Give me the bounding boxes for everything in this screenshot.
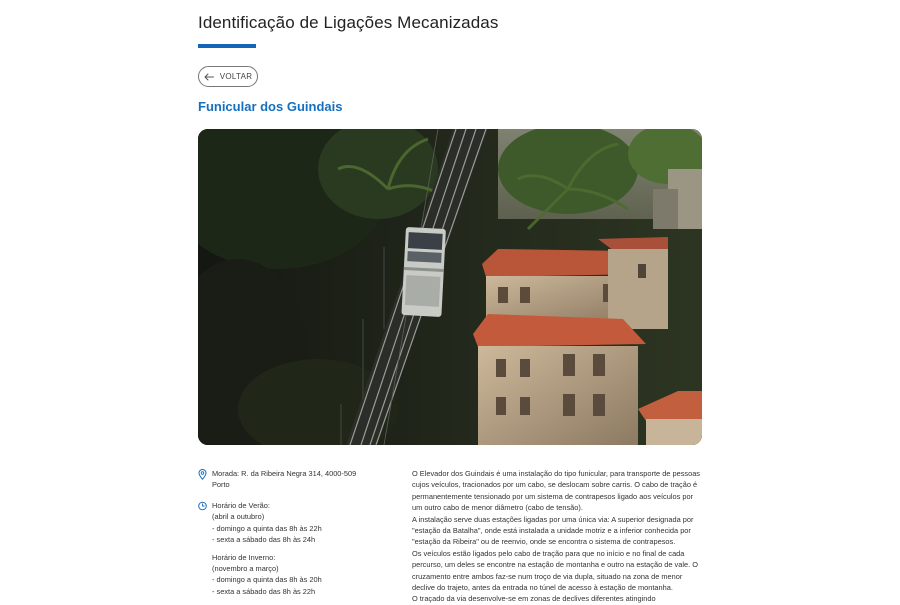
page-title: Identificação de Ligações Mecanizadas — [198, 13, 499, 32]
address-line: Morada: R. da Ribeira Negra 314, 4000-509 — [212, 469, 357, 478]
map-pin-icon — [198, 469, 207, 480]
summer-period: (abril a outubro) — [212, 512, 265, 522]
description-paragraph: A instalação serve duas estações ligadas por uma única via: A superior designada por "estação da Batalha", onde está instalada a unidade motriz e a inferior conhecida por "estação da Ribeira" ou de reenvio, onde se encontra o sistema de contrapesos. — [412, 514, 694, 547]
schedule-block — [198, 500, 322, 597]
winter-heading: Horário de Inverno: — [212, 552, 276, 562]
description-paragraph: O Elevador dos Guindais é uma instalação do tipo funicular, para transporte de pessoas cujos veículos, tracionados por um cabo, se deslocam sobre carris. O cabo de tração é permanentemente tensionado por um sistema de contrapesos ligado aos veículos por um outro cabo de menor diâmetro (cabo de tensão). — [412, 469, 700, 513]
funicular-photo — [198, 129, 702, 445]
winter-weekend-hours: - sexta a sábado das 8h às 22h — [212, 586, 316, 596]
section-title: Funicular dos Guindais — [198, 99, 343, 114]
winter-period: (novembro a março) — [212, 564, 279, 574]
address-block — [198, 468, 356, 491]
summer-heading: Horário de Verão: — [212, 501, 270, 510]
back-button[interactable] — [198, 66, 258, 87]
back-button-label: VOLTAR — [219, 72, 253, 81]
summer-weekday-hours: - domingo a quinta das 8h às 22h — [212, 523, 322, 533]
description-paragraph: O traçado da via desenvolve-se em zonas de declives diferentes atingindo — [412, 594, 656, 604]
title-underline — [198, 44, 256, 48]
address-city: Porto — [212, 480, 230, 490]
arrow-left-icon — [204, 73, 214, 81]
clock-icon — [198, 501, 207, 512]
description-paragraph: Os veículos estão ligados pelo cabo de tração para que no início e no final de cada percurso, um deles se encontre na estação de montanha e outro na estação de vale. O cruzamento entre ambos faz-se num troço de via dupla, situado na zona de menor declive do trajeto, antes da entrada no túnel de acesso à estação de montanha. — [412, 548, 698, 593]
description-text — [412, 468, 704, 605]
winter-weekday-hours: - domingo a quinta das 8h às 20h — [212, 575, 322, 585]
summer-weekend-hours: - sexta a sábado das 8h às 24h — [212, 535, 316, 545]
